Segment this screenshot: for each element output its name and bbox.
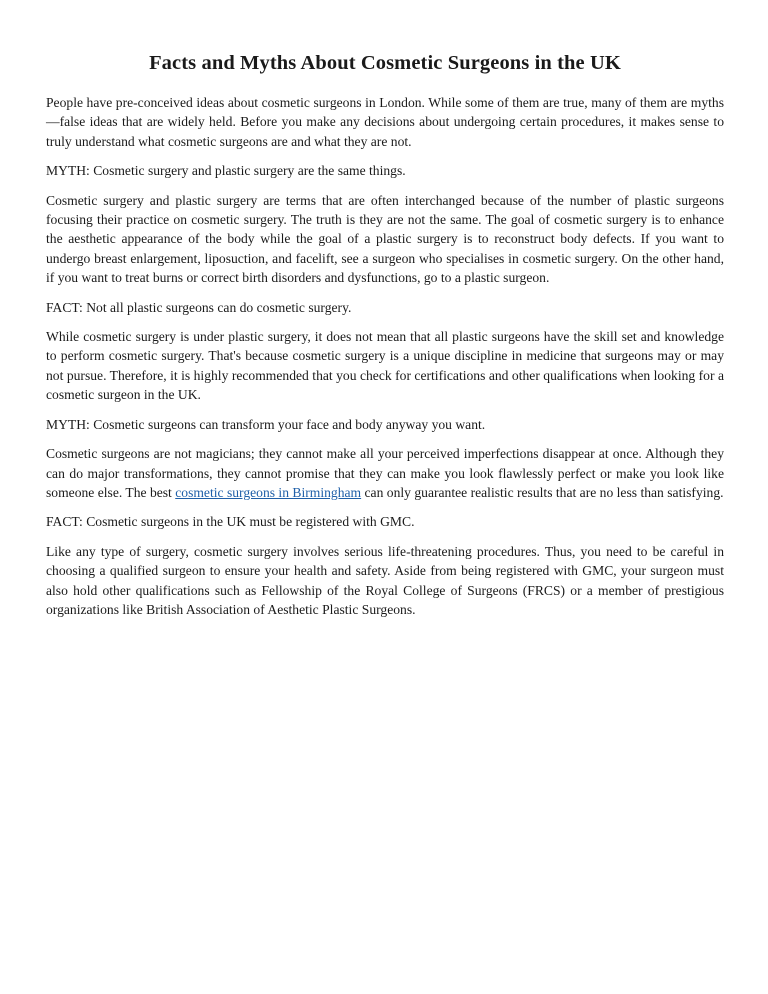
- fact-heading-1: FACT: Not all plastic surgeons can do cosmetic surgery.: [46, 299, 352, 315]
- birmingham-surgeons-link[interactable]: cosmetic surgeons in Birmingham: [175, 484, 362, 500]
- fact-paragraph-1: While cosmetic surgery is under plastic surgery, it does not mean that all plastic surgeons have the skill set and knowledge to perform cosmetic surgery. That's because cosmetic surgery is a unique discipline in medicine that surgeons may or may not pursue. Therefore, it is highly recommended that you check for certifications and other qualifications when looking for a cosmetic surgeon in the UK.: [46, 329, 724, 403]
- myth-paragraph-1: Cosmetic surgery and plastic surgery are terms that are often interchanged because of the number of plastic surgeons focusing their practice on cosmetic surgery. The truth is they are not the same. The goal of cosmetic surgery is to enhance the aesthetic appearance of the body while the goal of a plastic surgery is to reconstruct body defects. If you want to undergo breast enlargement, liposuction, and facelift, see a surgeon who specialises in cosmetic surgery. On the other hand, if you want to treat burns or correct birth disorders and dysfunctions, go to a plastic surgeon.: [46, 192, 724, 286]
- page-title: Facts and Myths About Cosmetic Surgeons in the UK: [149, 52, 621, 74]
- myth-paragraph-2-text-start: Cosmetic surgeons are not magicians; they cannot make all your perceived imperfections disappear at once. Although they can do major transformations, they cannot promise that they can make you look flawlessly perfect or make you look like someone else. The best: [46, 446, 724, 500]
- fact-paragraph-2: Like any type of surgery, cosmetic surgery involves serious life-threatening procedures. Thus, you need to be careful in choosing a qualified surgeon to ensure your health and safety. Aside from being registered with GMC, your surgeon must also hold other qualifications such as Fellowship of the Royal College of Surgeons (FRCS) or a member of prestigious organizations like British Association of Aesthetic Plastic Surgeons.: [46, 543, 724, 617]
- myth-heading-2: MYTH: Cosmetic surgeons can transform your face and body anyway you want.: [46, 416, 486, 432]
- myth-paragraph-2-text-end: can only guarantee realistic results that are no less than satisfying.: [361, 484, 724, 500]
- myth-paragraph-2: [46, 444, 724, 502]
- intro-paragraph: People have pre-conceived ideas about cosmetic surgeons in London. While some of them are true, many of them are myths—false ideas that are widely held. Before you make any decisions about undergoing certain procedures, it makes sense to truly understand what cosmetic surgeons are and what they are not.: [46, 95, 724, 149]
- myth-heading-1: MYTH: Cosmetic surgery and plastic surgery are the same things.: [46, 163, 406, 179]
- document-page: [46, 50, 724, 629]
- fact-heading-2: FACT: Cosmetic surgeons in the UK must be registered with GMC.: [46, 514, 415, 530]
